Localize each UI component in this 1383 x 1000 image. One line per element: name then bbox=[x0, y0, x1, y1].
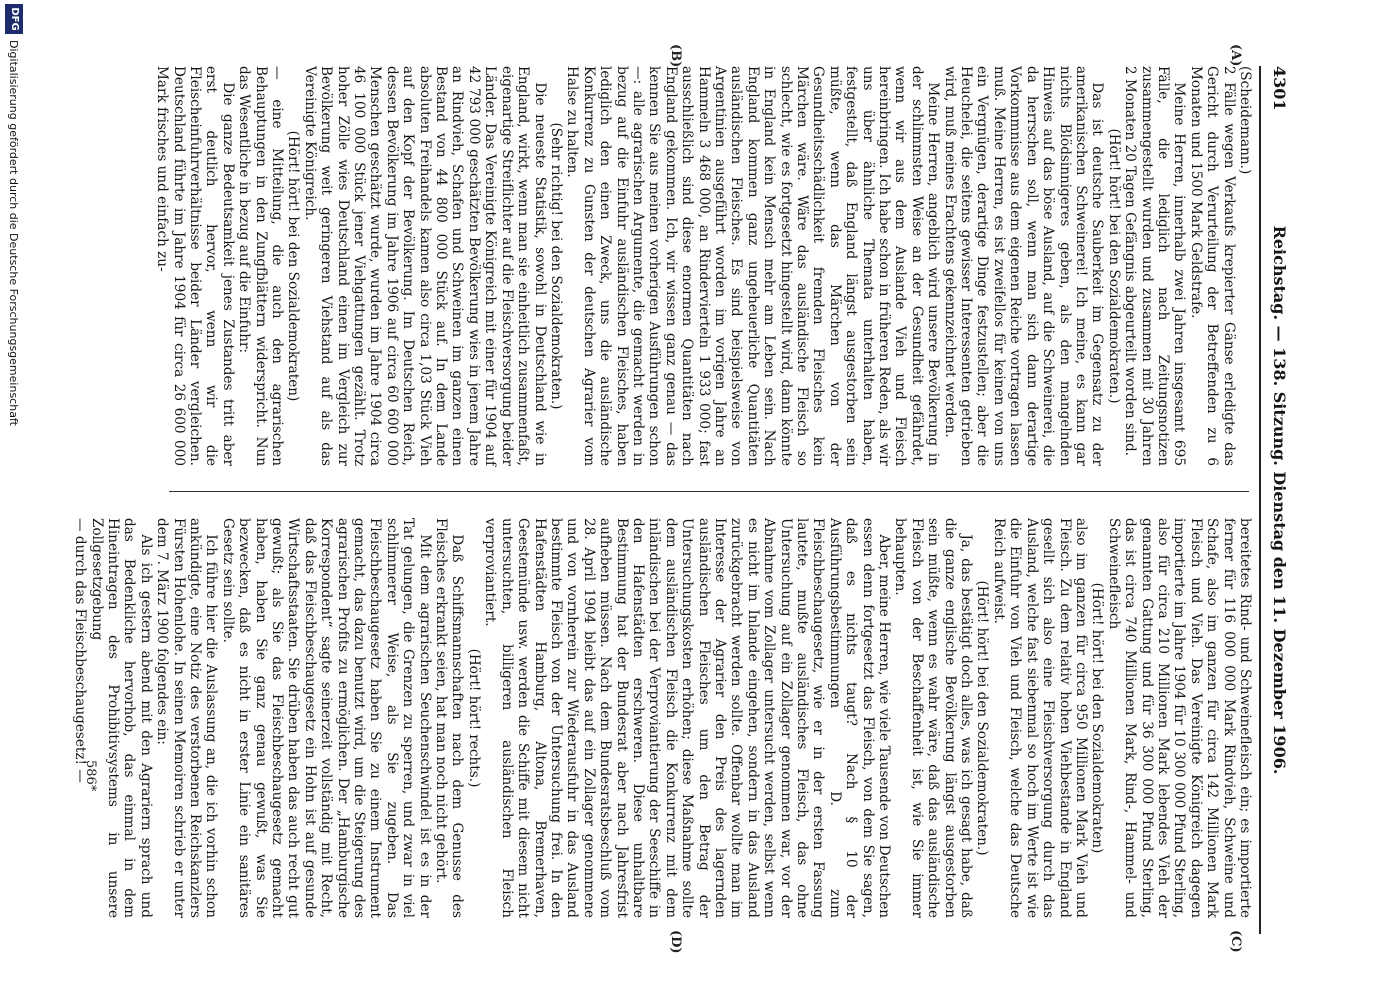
right-column-paragraph: (Hört! hört! rechts.) bbox=[465, 648, 482, 788]
left-column-paragraph: Meine Herren, angeblich wird unsere Bevölkerung in der schlimmsten Weise an der Gesundheit gefährdet, wenn wir aus dem Auslande Vieh und Fleisch hereinbringen. Ich habe schon in früheren Reden, als wir uns über ähnliche Themata unterhalten haben, festgestellt, daß England längst ausgestorben sein müßte, wenn das Märchen von der Gesundheitsschädlichkeit fremden Fleisches kein Märchen wäre. Wäre das ausländische Fleisch so schlecht, wie es fortgesetzt hingestellt wird, dann könnte in England kein Mensch mehr am Leben sein. Nach England kommen ganz ungeheuerliche Quantitäten ausländischen Fleisches. Es sind beispielsweise von Argentinien ausgeführt worden im vorigen Jahre an Hammeln 3 468 000, an Rindervierteln 1 933 000; fast ausschließlich sind diese enormen Quantitäten nach England gekommen. Ich, wir wissen ganz genau — das kennen Sie aus meinen vorherigen Ausführungen schon —: alle agrarischen Argumente, die gemacht werden in bezug auf die Einfuhr ausländischen Fleisches, haben lediglich den einen Zweck, uns die ausländische Konkurrenz zu Gunsten der deutschen Agrarier vom Halse zu halten. bbox=[564, 66, 942, 466]
left-column-paragraph: — eine Mitteilung, die auch den agrarischen Behauptungen in den Zungfblättern widerspricht. Nun das Wesentliche in bezug auf die Einfuhr: bbox=[236, 66, 286, 466]
left-column-paragraph: Die ganze Bedeutsamkeit jenes Zustandes tritt aber erst deutlich hervor, wenn wir die Fleischeinfuhrverhältnisse beider Länder vergleichen. Deutschland führte im Jahre 1904 für circa 26 600 000 Mark frisches und einfach zu- bbox=[154, 66, 236, 466]
page-number: 4301 bbox=[1270, 66, 1289, 111]
left-column-paragraph: Das ist deutsche Sauberkeit im Gegensatz zu der amerikanischen Schweinerei! Ich meine, es kann gar nichts Blödsinnigeres geben, als den mangelnden Hinweis auf das böse Ausland, auf die Schweinerei, die da herrschen soll, wenn man sich dann derartige Vorkommnisse aus dem eigenen Reiche vortragen lassen muß. Meine Herren, es ist zweifellos für keinen von uns ein Vergnügen, derartige Dinge festzustellen; aber die Heuchelei, die seitens gewisser Interessenten getrieben wird, muß meines Erachtens gekennzeichnet werden. bbox=[941, 66, 1106, 466]
left-column-paragraph: (Sehr richtig! bei den Sozialdemokraten.) bbox=[547, 122, 564, 410]
digitization-strip bbox=[1, 0, 25, 1000]
left-column bbox=[83, 66, 1253, 466]
left-column-paragraph: (Hört! hört! bei den Sozialdemokraten.) bbox=[1105, 128, 1122, 404]
margin-marker-b: (B) bbox=[668, 44, 683, 68]
right-column bbox=[72, 518, 1253, 918]
right-column-paragraph: also im ganzen für circa 950 Millionen Mark Vieh und Fleisch. Zu dem relativ hohen Viehbestande in England gesellt sich also eine Fleischversorgung durch das Ausland, welche fast siebenmal so hoch im Werte ist wie die Einfuhr von Vieh und Fleisch, welche das Deutsche Reich aufweist. bbox=[990, 518, 1089, 918]
left-column-paragraph: 2 Fälle wegen Verkaufs krepierter Gänse erledigte das Gericht durch Verurteilung der Betreffenden zu 6 Monaten und 1500 Mark Geldstrafe. bbox=[1187, 66, 1237, 466]
right-column-paragraph: Ich führe hier die Auslassung an, die ich vorhin schon ankündigte, eine Notiz des verstorbenen Reichskanzlers Fürsten Hohenlohe. In seinen Memoiren schrieb er unter dem 7. März 1900 folgendes ein: bbox=[154, 518, 220, 918]
column-divider bbox=[169, 491, 1249, 492]
page-header bbox=[1259, 66, 1297, 934]
left-column-paragraph: Meine Herren, innerhalb zwei Jahren insgesamt 695 Fälle, die lediglich nach Zeitungsnotizen zusammengestellt wurden und zusammen mit 30 Jahren 2 Monaten 20 Tagen Gefängnis abgeurteilt worden sind. bbox=[1122, 66, 1188, 466]
sheet-number: 586* bbox=[83, 760, 98, 792]
right-column-paragraph: — durch das Fleischbeschaugesetz! — bbox=[72, 518, 89, 783]
page-title: Reichstag. — 138. Sitzung. Dienstag den 11. Dezember 1906. bbox=[1270, 225, 1289, 775]
right-column-paragraph: (Hört! hört! bei den Sozialdemokraten) bbox=[1089, 582, 1106, 854]
left-column-paragraph: (Hört! hört! bei den Sozialdemokraten) bbox=[285, 130, 302, 402]
dfg-logo: DFG bbox=[5, 4, 23, 34]
left-column-paragraph: Die neueste Statistik, sowohl in Deutschland wie in England, wirkt, wenn man sie einheitlich zusammenfaßt, eigenartige Streiflichter auf die Fleischversorgung beider Länder. Das Vereinigte Königreich mit einer für 1904 auf 42 793 000 geschätzten Bevölkerung wies in jenem Jahre an Rindvieh, Schafen und Schweinen im ganzen einen Bestand von 44 800 000 Stück auf. In dem Lande absoluten Freihandels kamen also circa 1,03 Stück Vieh auf den Kopf der Bevölkerung. Im Deutschen Reich, dessen Bevölkerung im Jahre 1906 auf circa 60 600 000 Menschen geschätzt wurde, wurden im Jahre 1904 circa 46 100 000 Stück jener Viehgattungen gezählt. Trotz hoher Zölle wies Deutschland einen im Vergleich zur Bevölkerung weit geringeren Viehstand auf als das Vereinigte Königreich. bbox=[301, 66, 548, 466]
right-column-paragraph: Ja, das bestätigt doch alles, was ich gesagt habe, daß die ganze englische Bevölkerung längst ausgestorben sein müßte, wenn es wahr wäre, daß das ausländische Fleisch von der Beschaffenheit ist, wie Sie immer behaupten. bbox=[892, 518, 975, 918]
margin-marker-d: (D) bbox=[668, 930, 683, 954]
margin-marker-a: (A) bbox=[1228, 44, 1243, 67]
right-column-paragraph: Mit dem agrarischen Seuchenschwindel ist es in der Tat gelungen, die Grenzen zu sperren, und zwar in viel schlimmerer Weise, als Sie zugeben. Das Fleischbeschaugesetz haben Sie zu einem Instrument gemacht, das dazu benutzt wird, um die Steigerung des agrarischen Profits zu ermöglichen. Der „Hamburgische Korrespondent“ sagte seinerzeit vollständig mit Recht, daß das Fleischbeschaugesetz ein Hohn ist auf gesunde Wirtschaftsstaaten. Sie drüben haben das auch recht gut gewußt; als Sie das Fleischbeschaugesetz gemacht haben, haben Sie ganz genau gewußt, was Sie bezwecken, daß es nicht in erster Linie ein sanitäres Gesetz sein sollte. bbox=[219, 518, 433, 918]
right-column-paragraph: Aber, meine Herren, wie viele Tausende von Deutschen essen denn fortgesetzt das Fleisch, von dem Sie sagen, daß es nichts taugt? Nach § 10 der Ausführungsbestimmungen D. zum Fleischbeschaugesetz, wie er in der ersten Fassung lautete, mußte ausländisches Fleisch, das ohne Untersuchung auf ein Zollager genommen war, vor der Abnahme vom Zollager untersucht werden, selbst wenn es nicht im Inlande eingehen, sondern in das Ausland zurückgebracht werden sollte. Offenbar wollte man im Interesse der Agrarier den Preis des lagernden ausländischen Fleisches um den Betrag der Untersuchungskosten erhöhen; diese Maßnahme sollte dem ausländischen Fleisch die Konkurrenz mit dem inländischen bei der Verproviantierung der Seeschiffe in den Hafenstädten erschweren. Diese unhaltbare Bestimmung hat der Bundesrat aber nach Jahresfrist aufheben müssen. Nach dem Bundesratsbeschluß vom 28. April 1904 bleibt das auf ein Zollager genommene und von vornherein zur Wiederausfuhr in das Ausland bestimmte Fleisch von der Untersuchung frei. In den Hafenstädten Hamburg, Altona, Bremerhaven, Geestemünde usw. werden die Schiffe mit diesem nicht untersuchten, billigeren ausländischen Fleisch verproviantiert. bbox=[482, 518, 893, 918]
right-column-paragraph: Daß Schiffsmannschaften nach dem Genusse des Fleisches erkrankt seien, hat man noch nicht gehört. bbox=[433, 518, 466, 918]
margin-marker-c: (C) bbox=[1228, 930, 1243, 953]
digitization-credit: Digitalisierung gefördert durch die Deutsche Forschungsgemeinschaft bbox=[7, 40, 20, 426]
right-column-paragraph: (Hört! hört! bei den Sozialdemokraten.) bbox=[974, 580, 991, 856]
right-column-paragraph: bereitetes Rind- und Schweinefleisch ein; es importierte ferner für 116 000 000 Mark Rindvieh, Schweine und Schafe, also im ganzen für circa 142 Millionen Mark Fleisch und Vieh. Das Vereinigte Königreich dagegen importierte im Jahre 1904 für 10 300 000 Pfund Sterling, also für circa 210 Millionen Mark lebendes Vieh der genannten Gattung und für 36 300 000 Pfund Sterling, das ist circa 740 Millionen Mark, Rind-, Hammel- und Schweinefleisch bbox=[1105, 518, 1253, 918]
right-column-paragraph: Als ich gestern abend mit den Agrariern sprach und das Bedenkliche hervorhob, das einmal in dem Hineintragen des Prohibitivsystems in unsere Zollgesetzgebung bbox=[88, 518, 154, 918]
left-column-paragraph: (Scheidemann.) bbox=[1237, 66, 1253, 175]
